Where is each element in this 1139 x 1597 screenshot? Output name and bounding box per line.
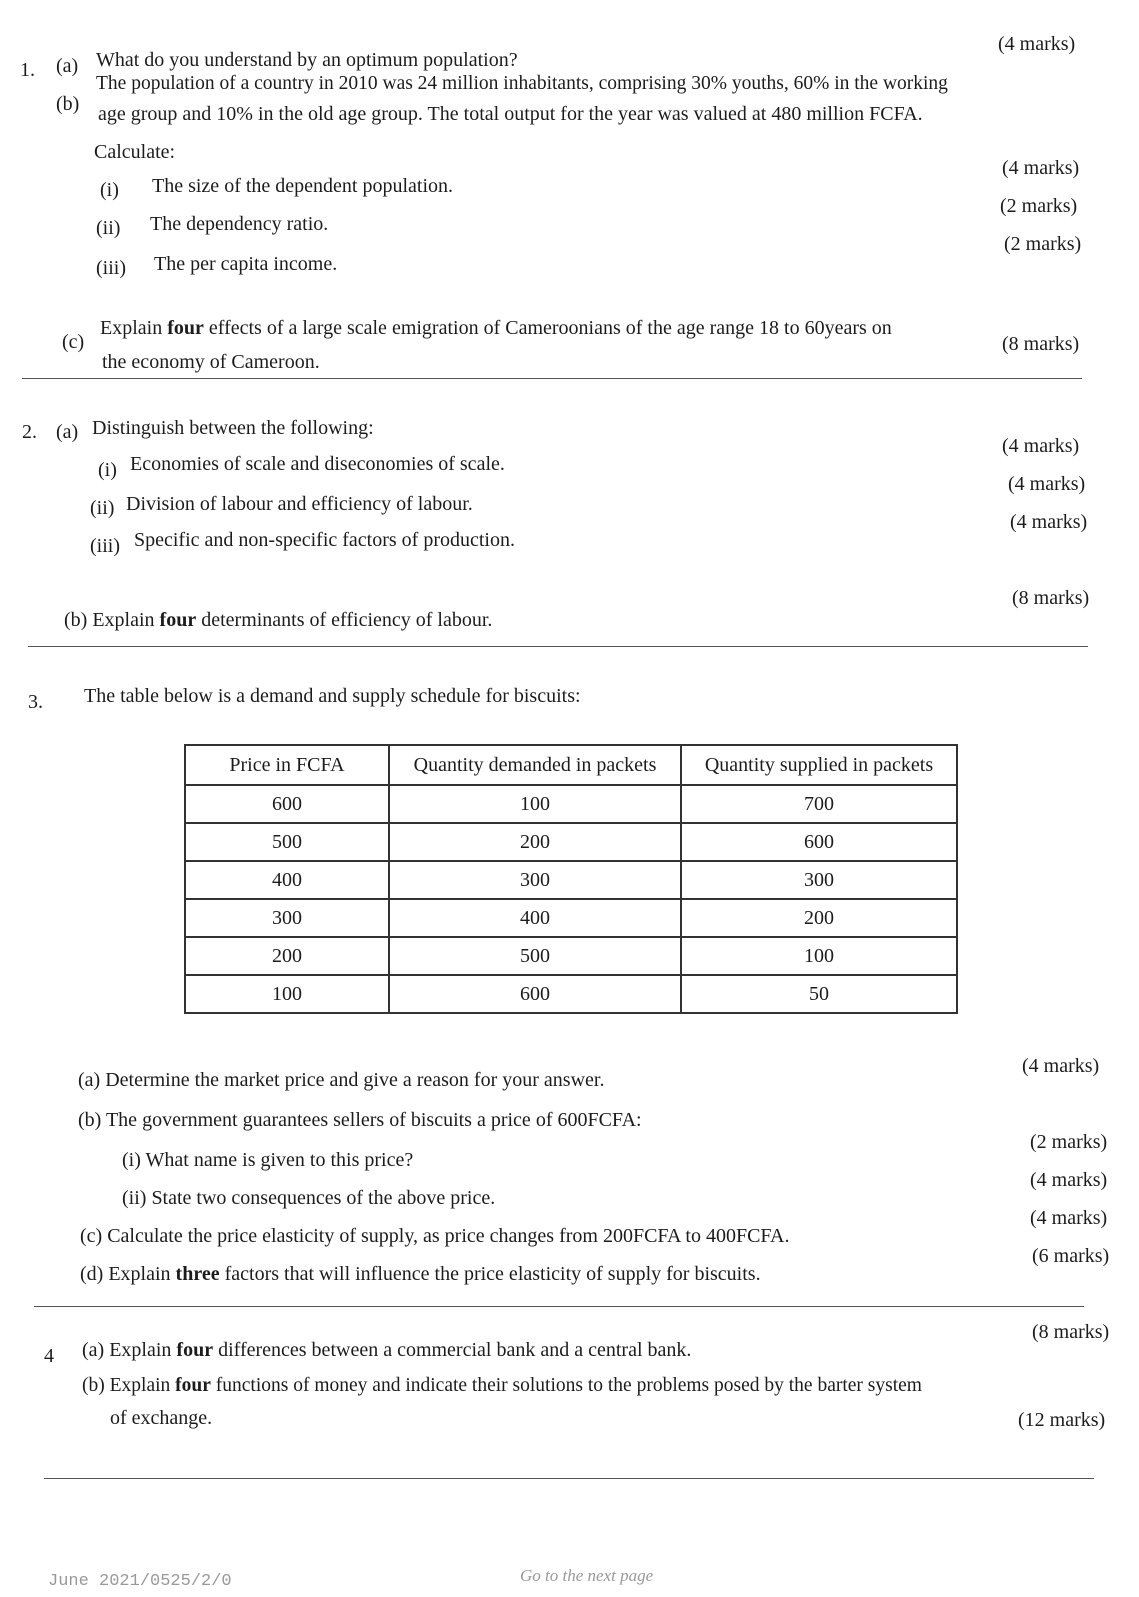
q1a-text: What do you understand by an optimum population?	[96, 49, 518, 71]
table-row	[185, 785, 957, 823]
q4a-text: (a) Explain four differences between a commercial bank and a central bank.	[82, 1339, 692, 1361]
col-header-supplied: Quantity supplied in packets	[681, 745, 957, 785]
divider	[22, 378, 1082, 379]
q1c-line1: Explain four effects of a large scale emigration of Cameroonians of the age range 18 to 60years on	[100, 317, 892, 339]
cell-supplied: 700	[681, 785, 957, 823]
cell-demanded: 100	[389, 785, 681, 823]
q4b-marks: (12 marks)	[1018, 1409, 1106, 1431]
table-row	[185, 975, 957, 1013]
q2a-text: Distinguish between the following:	[92, 417, 374, 439]
footer-code: June 2021/0525/2/0	[48, 1572, 232, 1591]
q3a-text: (a) Determine the market price and give a reason for your answer.	[78, 1069, 605, 1091]
q1b-line3: Calculate:	[94, 141, 176, 163]
q3d-text: (d) Explain three factors that will influence the price elasticity of supply for biscuits.	[80, 1263, 761, 1285]
q2b-marks: (8 marks)	[1012, 587, 1090, 609]
cell-price: 300	[185, 899, 389, 937]
cell-demanded: 600	[389, 975, 681, 1013]
q1b-line2: age group and 10% in the old age group. The total output for the year was valued at 480 million FCFA.	[98, 103, 923, 125]
q4b-line1: (b) Explain four functions of money and indicate their solutions to the problems posed by the barter system	[82, 1375, 922, 1396]
col-header-price: Price in FCFA	[185, 745, 389, 785]
table-row	[185, 899, 957, 937]
cell-demanded: 500	[389, 937, 681, 975]
cell-supplied: 200	[681, 899, 957, 937]
q1b-i-label: (i)	[100, 179, 119, 201]
cell-demanded: 200	[389, 823, 681, 861]
cell-supplied: 600	[681, 823, 957, 861]
q4-number: 4	[44, 1345, 54, 1367]
cell-demanded: 300	[389, 861, 681, 899]
q1b-ii-label: (ii)	[96, 217, 121, 239]
footer-next-page: Go to the next page	[520, 1566, 654, 1585]
q1b-iii-label: (iii)	[96, 257, 126, 279]
q2a-label: (a)	[56, 421, 79, 443]
table-row	[185, 823, 957, 861]
demand-supply-table	[184, 744, 958, 1014]
q1a-marks: (4 marks)	[998, 33, 1076, 55]
q2a-ii-text: Division of labour and efficiency of labour.	[126, 493, 473, 515]
table-row	[185, 861, 957, 899]
q1b-i-marks: (4 marks)	[1002, 157, 1080, 179]
q2-number: 2.	[22, 421, 37, 443]
q3b-ii-text: (ii) State two consequences of the above price.	[122, 1187, 496, 1209]
divider	[34, 1306, 1084, 1307]
q2a-i-marks: (4 marks)	[1002, 435, 1080, 457]
q2b-text: (b) Explain four determinants of efficiency of labour.	[64, 609, 493, 631]
divider	[28, 646, 1088, 647]
cell-supplied: 300	[681, 861, 957, 899]
cell-supplied: 50	[681, 975, 957, 1013]
q3a-marks: (4 marks)	[1022, 1055, 1100, 1077]
divider	[44, 1478, 1094, 1479]
q2a-i-label: (i)	[98, 459, 117, 481]
table-row	[185, 937, 957, 975]
q1b-label: (b)	[56, 93, 80, 115]
col-header-demanded: Quantity demanded in packets	[389, 745, 681, 785]
q1c-marks: (8 marks)	[1002, 333, 1080, 355]
q2a-iii-marks: (4 marks)	[1010, 511, 1088, 533]
q3b-text: (b) The government guarantees sellers of biscuits a price of 600FCFA:	[78, 1109, 642, 1131]
cell-price: 500	[185, 823, 389, 861]
cell-demanded: 400	[389, 899, 681, 937]
q2a-ii-marks: (4 marks)	[1008, 473, 1086, 495]
q1b-iii-text: The per capita income.	[154, 253, 338, 275]
q2a-iii-label: (iii)	[90, 535, 120, 557]
q2a-ii-label: (ii)	[90, 497, 115, 519]
cell-price: 100	[185, 975, 389, 1013]
q3b-ii-marks: (4 marks)	[1030, 1169, 1108, 1191]
q3c-text: (c) Calculate the price elasticity of supply, as price changes from 200FCFA to 400FCFA.	[80, 1225, 790, 1247]
q1c-label: (c)	[62, 331, 85, 353]
q2a-iii-text: Specific and non-specific factors of production.	[134, 529, 515, 551]
q3c-marks: (4 marks)	[1030, 1207, 1108, 1229]
q2a-i-text: Economies of scale and diseconomies of scale.	[130, 453, 505, 475]
cell-price: 200	[185, 937, 389, 975]
q3b-i-text: (i) What name is given to this price?	[122, 1149, 414, 1171]
q1b-ii-marks: (2 marks)	[1000, 195, 1078, 217]
cell-price: 400	[185, 861, 389, 899]
q1c-line2: the economy of Cameroon.	[102, 351, 320, 373]
q1-number: 1.	[20, 59, 35, 81]
q1b-i-text: The size of the dependent population.	[152, 175, 454, 197]
q3b-i-marks: (2 marks)	[1030, 1131, 1108, 1153]
cell-price: 600	[185, 785, 389, 823]
q3d-marks: (6 marks)	[1032, 1245, 1110, 1267]
q3-intro: The table below is a demand and supply schedule for biscuits:	[84, 685, 581, 707]
table-header-row	[185, 745, 957, 785]
q1b-iii-marks: (2 marks)	[1004, 233, 1082, 255]
q1a-label: (a)	[56, 55, 79, 77]
cell-supplied: 100	[681, 937, 957, 975]
q1b-line1: The population of a country in 2010 was 24 million inhabitants, comprising 30% youths, 60% in the working	[96, 73, 948, 94]
q4b-line2: of exchange.	[110, 1407, 213, 1429]
q3-number: 3.	[28, 691, 43, 713]
q4a-marks: (8 marks)	[1032, 1321, 1110, 1343]
q1b-ii-text: The dependency ratio.	[150, 213, 329, 235]
